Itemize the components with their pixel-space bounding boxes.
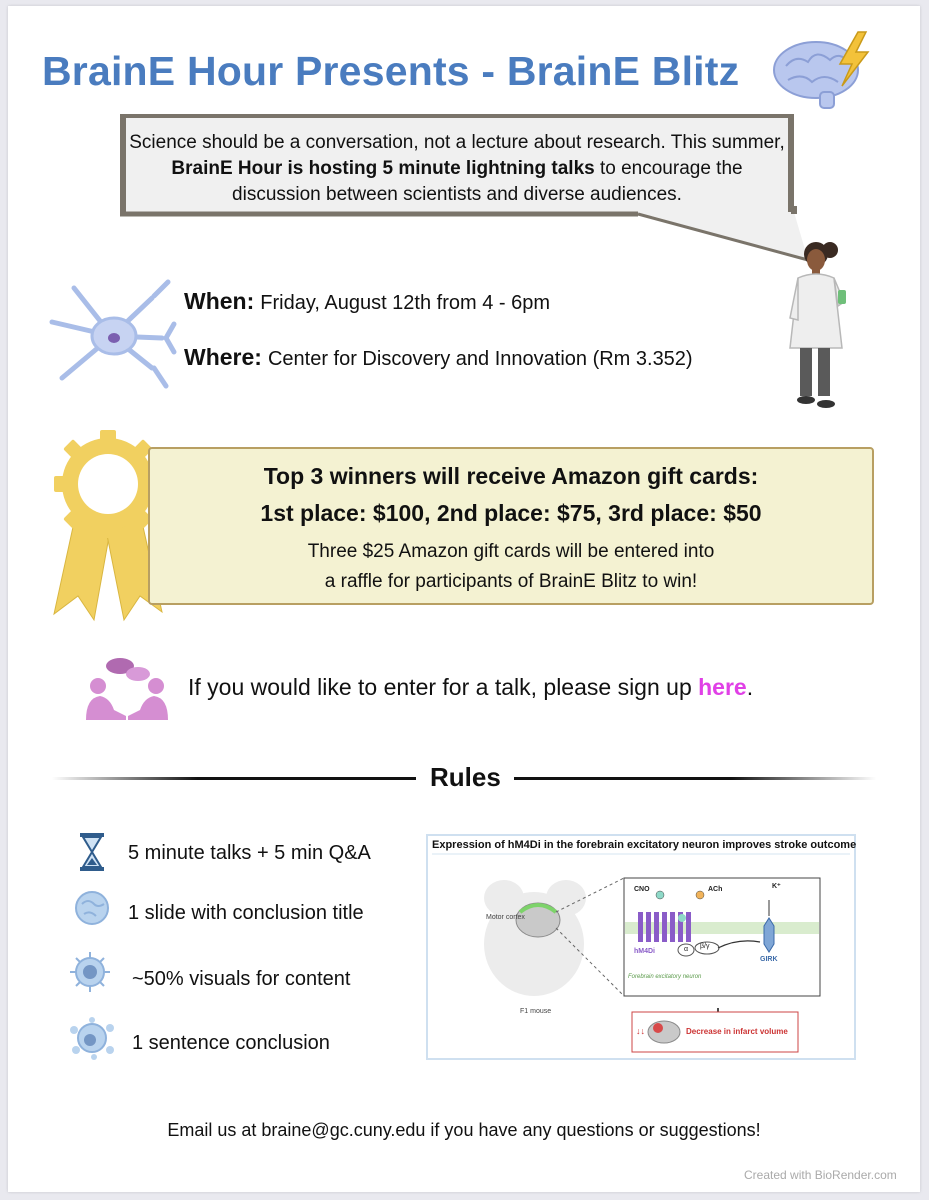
raffle-text: Three $25 Amazon gift cards will be entered into a raffle for participants of BrainE Blitz to win!: [307, 541, 715, 592]
prize-box: [148, 447, 874, 605]
ach-label: ACh: [708, 886, 723, 893]
rule-item: 1 slide with conclusion title: [128, 902, 364, 924]
intro-bold-text: BrainE Hour is hosting 5 minute lightning talks: [171, 158, 595, 179]
hm4di-label: hM4Di: [634, 948, 655, 955]
intro-text-2: to encourage the discussion between scientists and diverse audiences.: [232, 158, 743, 205]
mouse-label: F1 mouse: [520, 1008, 552, 1015]
rule-item: 1 sentence conclusion: [132, 1032, 330, 1054]
scientist-illustration: [778, 234, 868, 414]
signup-period: .: [746, 674, 754, 700]
rules-divider-left: [52, 777, 416, 780]
cell-cluster-icon: [68, 1016, 116, 1060]
hourglass-icon: [78, 832, 106, 872]
biorender-credit: Created with BioRender.com: [744, 1168, 897, 1182]
prize-heading: Top 3 winners will receive Amazon gift cards:: [263, 463, 759, 489]
motor-cortex-label: Motor cortex: [486, 914, 525, 921]
signup-text: If you would like to enter for a talk, please sign up: [188, 674, 699, 700]
signup-link[interactable]: here: [698, 674, 747, 700]
cno-label: CNO: [634, 886, 650, 893]
contact-email: Email us at braine@gc.cuny.edu if you have any questions or suggestions!: [167, 1120, 761, 1140]
signup-line: [188, 674, 753, 701]
speech-bubble-tail: [118, 206, 818, 266]
where-label: Where:: [184, 344, 262, 370]
where-value: Center for Discovery and Innovation (Rm 3.352): [267, 348, 693, 370]
figure-title: Expression of hM4Di in the forebrain excitatory neuron improves stroke outcome: [432, 839, 857, 851]
alpha-label: α: [684, 946, 689, 953]
virus-icon: [68, 950, 112, 994]
decrease-arrows: ↓↓: [636, 1026, 645, 1036]
where-line: [184, 344, 693, 371]
brain-lightning-icon: [768, 28, 888, 118]
rule-item: ~50% visuals for content: [132, 968, 351, 990]
intro-speech-bubble: [120, 114, 794, 216]
result-label: Decrease in infarct volume: [686, 1027, 788, 1036]
beta-gamma-label: β/γ: [700, 943, 710, 950]
rule-item: 5 minute talks + 5 min Q&A: [128, 842, 371, 864]
intro-text-1: Science should be a conversation, not a lecture about research. This summer,: [129, 132, 785, 153]
page-title: BrainE Hour Presents - BrainE Blitz: [42, 48, 740, 94]
rules-divider-right: [514, 777, 876, 780]
prize-amounts: 1st place: $100, 2nd place: $75, 3rd place: $50: [260, 500, 762, 526]
when-value: Friday, August 12th from 4 - 6pm: [260, 292, 551, 314]
example-figure: [426, 834, 856, 1060]
when-line: [184, 288, 550, 315]
conversation-icon: [76, 656, 176, 726]
rules-heading: Rules: [430, 762, 501, 792]
girk-label: GIRK: [760, 956, 778, 963]
cell-icon: [74, 890, 110, 926]
flyer-page: [8, 6, 920, 1192]
k-label: K⁺: [772, 883, 781, 890]
when-label: When:: [184, 288, 255, 314]
neuron-label: Forebrain excitatory neuron: [628, 974, 702, 980]
figure-diagram: [428, 836, 857, 1058]
neuron-icon: [42, 268, 182, 398]
